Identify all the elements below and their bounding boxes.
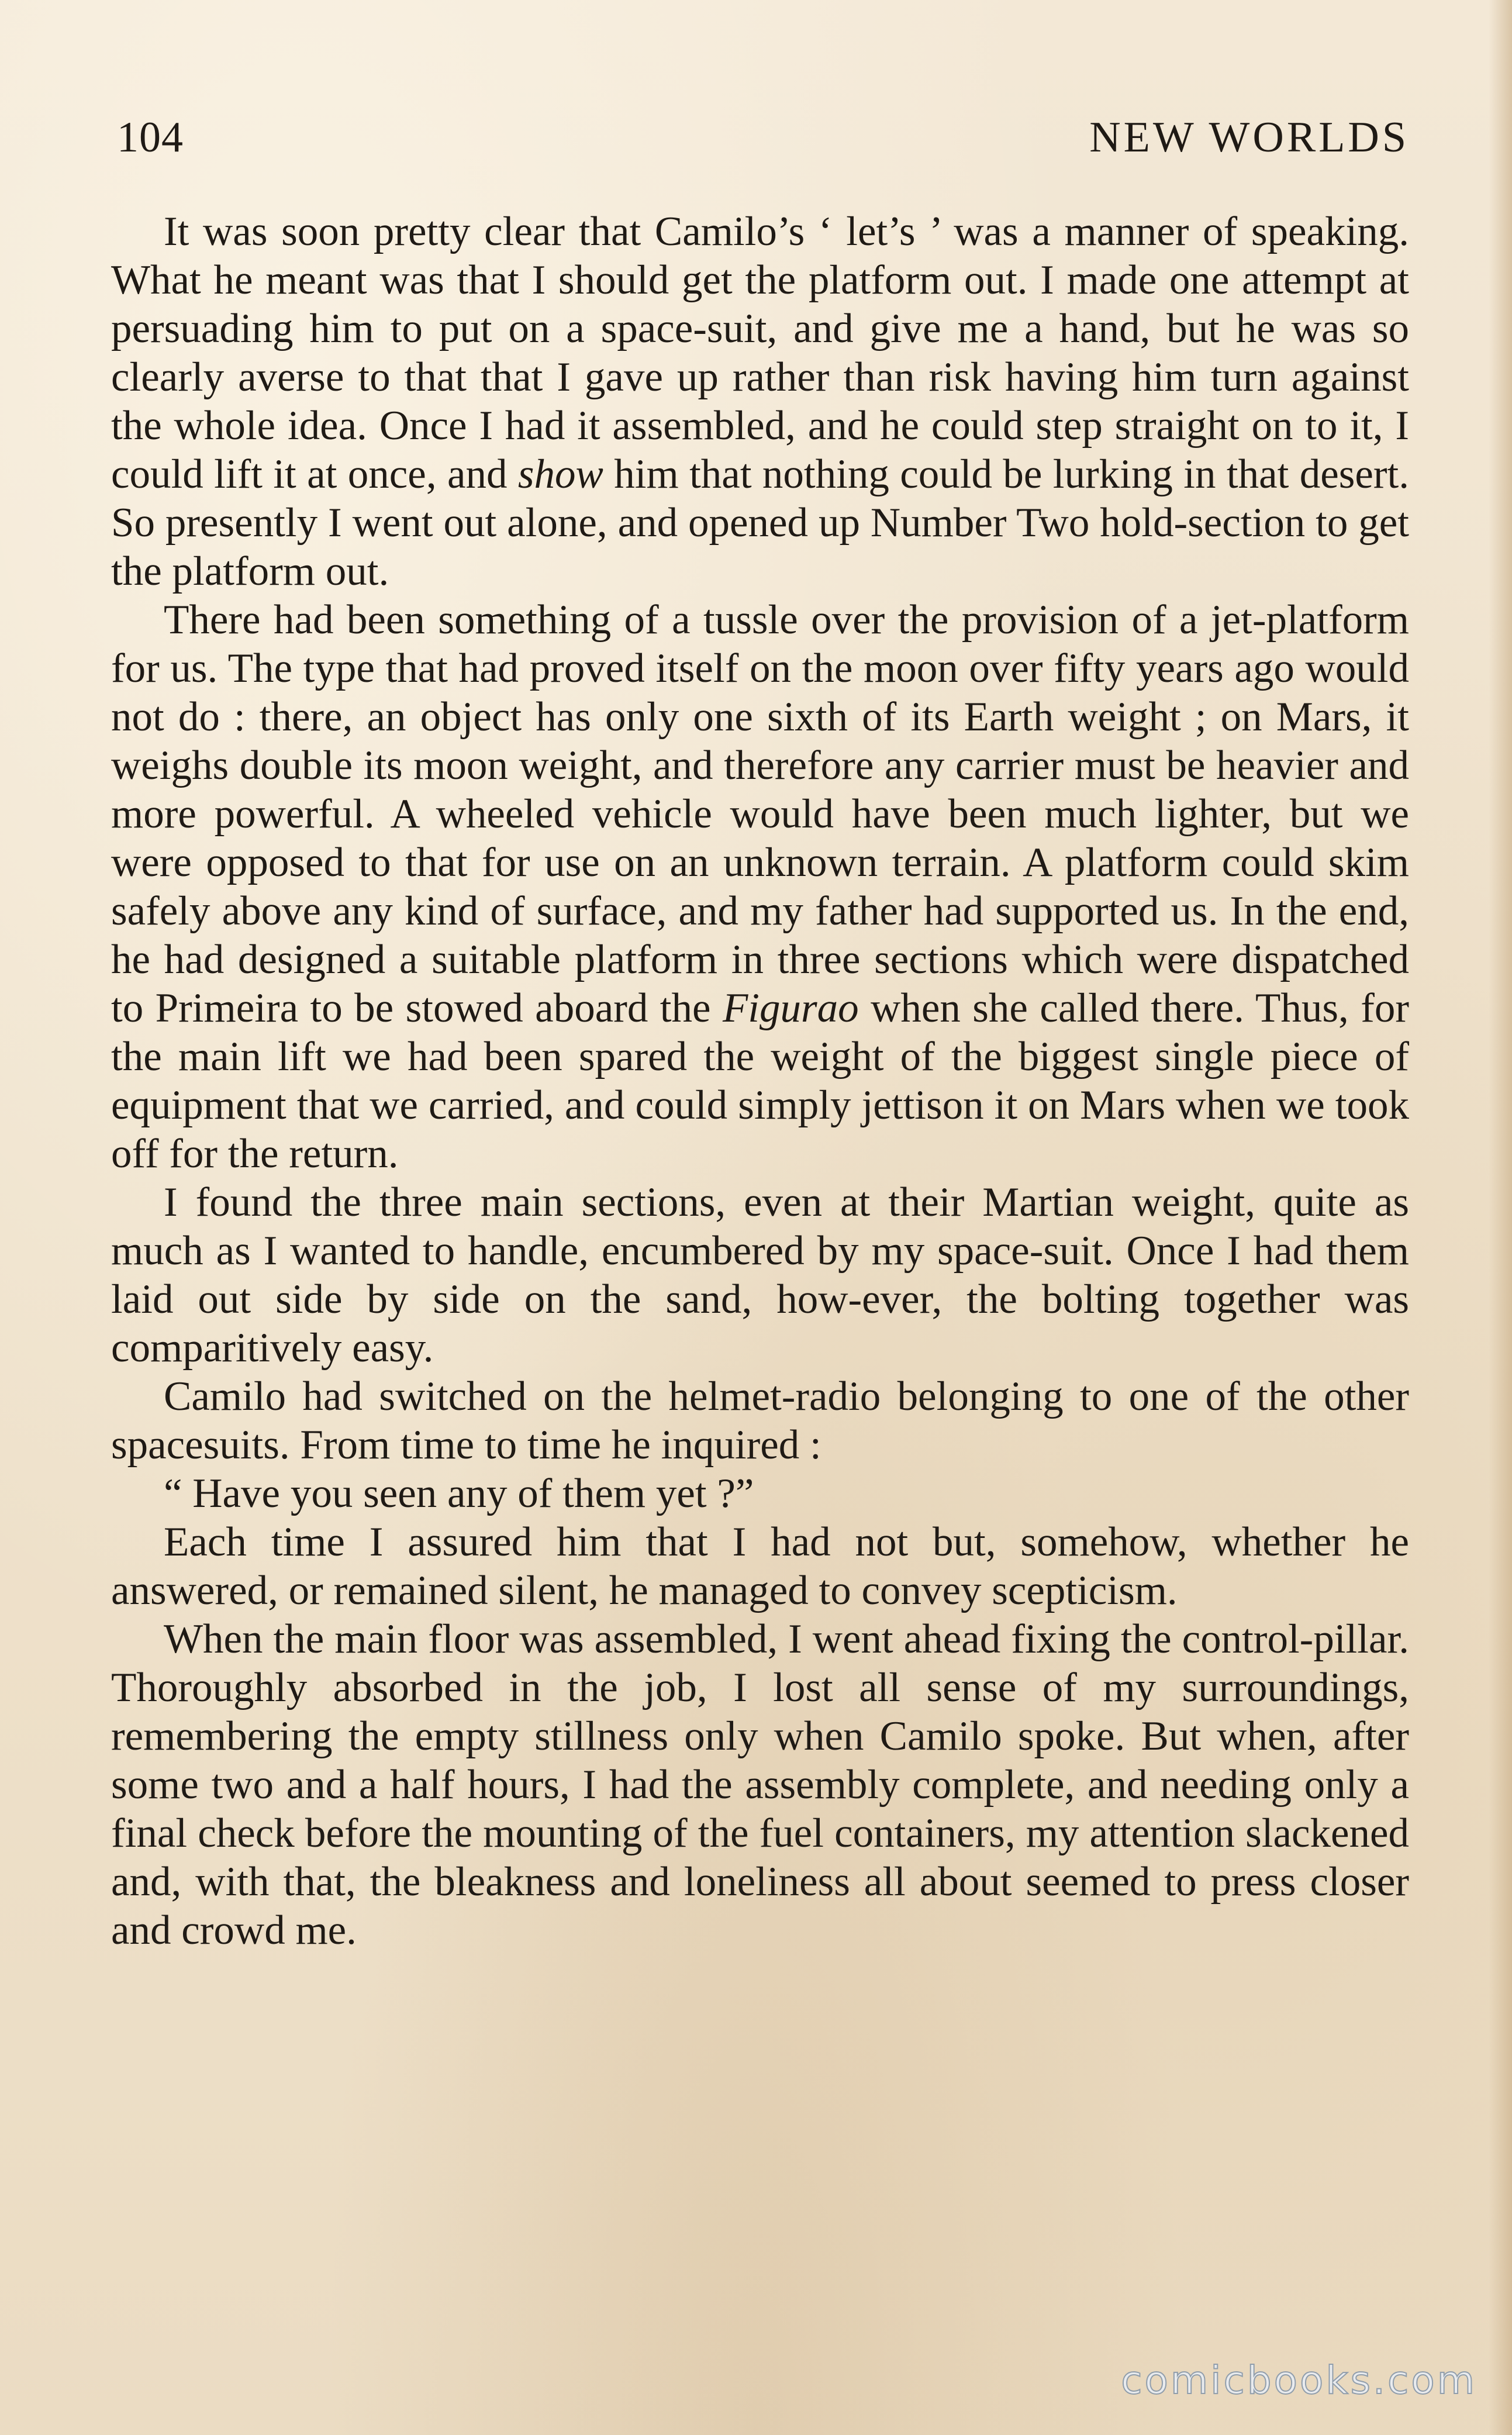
paragraph-1-text: It was soon pretty clear that Camilo’s ‘ let’s ’ was a manner of speaking. What he meant was that I should get the platform out. I made one attempt at persuading him to put on a space-suit, and give me a hand, but he was so clearly averse to that that I gave up rather than risk having him turn against the whole idea. Once I had it assembled, and he could step straight on to it, I could lift it at once, and: [111, 209, 1409, 497]
running-title: NEW WORLDS: [1089, 113, 1409, 161]
paragraph-2-tail: when she called there. Thus, for the main lift we had been spared the weight of the biggest single piece of equipment that we carried, and could simply jettison it on Mars when we took off for the return.: [111, 985, 1410, 1177]
paragraph-2-text: There had been something of a tussle over the provision of a jet-platform for us. The type that had proved itself on the moon over fifty years ago would not do : there, an object has only one sixth of its Earth weight ; on Mars, it weighs double its moon weight, and therefore any carrier must be heavier and more powerful. A wheeled vehicle would have been much lighter, but we were opposed to that for use on an unknown terrain. A platform could skim safely above any kind of surface, and my father had supported us. In the end, he had designed a suitable platform in three sections which were dispatched to Primeira to be stowed aboard the: [111, 597, 1409, 1031]
body-text: [111, 208, 1409, 1955]
page-edge-shadow: [1489, 0, 1512, 2435]
paragraph-5: Each time I assured him that I had not but, somehow, whether he answered, or remained silent, he managed to convey scepticism.: [111, 1519, 1409, 1613]
watermark: comicbooks.com: [1121, 2358, 1477, 2403]
paragraph-1: [111, 208, 1409, 596]
page-number: 104: [117, 113, 184, 161]
paragraph-6: When the main floor was assembled, I went ahead fixing the control-pillar. Thoroughly absorbed in the job, I lost all sense of my surroundings, remembering the empty stillness only when Camilo spoke. But when, after some two and a half hours, I had the assembly complete, and needing only a final check before the mounting of the fuel containers, my attention slackened and, with that, the bleakness and loneliness all about seemed to press closer and crowd me.: [111, 1616, 1409, 1953]
paragraph-4: Camilo had switched on the helmet-radio belonging to one of the other spacesuits. From time to time he inquired :: [111, 1374, 1409, 1468]
paragraph-1-tail: him that nothing could be lurking in that desert. So presently I went out alone, and opened up Number Two hold-section to get the platform out.: [111, 451, 1410, 594]
paragraph-3: I found the three main sections, even at their Martian weight, quite as much as I wanted to handle, encumbered by my space-suit. Once I had them laid out side by side on the sand, how-ever, the bolting together was comparitively easy.: [111, 1179, 1409, 1371]
dialogue-line: “ Have you seen any of them yet ?”: [164, 1471, 754, 1516]
emphasis-show: show: [517, 451, 603, 497]
paragraph-2: [111, 596, 1409, 1178]
running-head: [117, 108, 1409, 167]
ship-name: Figurao: [722, 985, 859, 1031]
